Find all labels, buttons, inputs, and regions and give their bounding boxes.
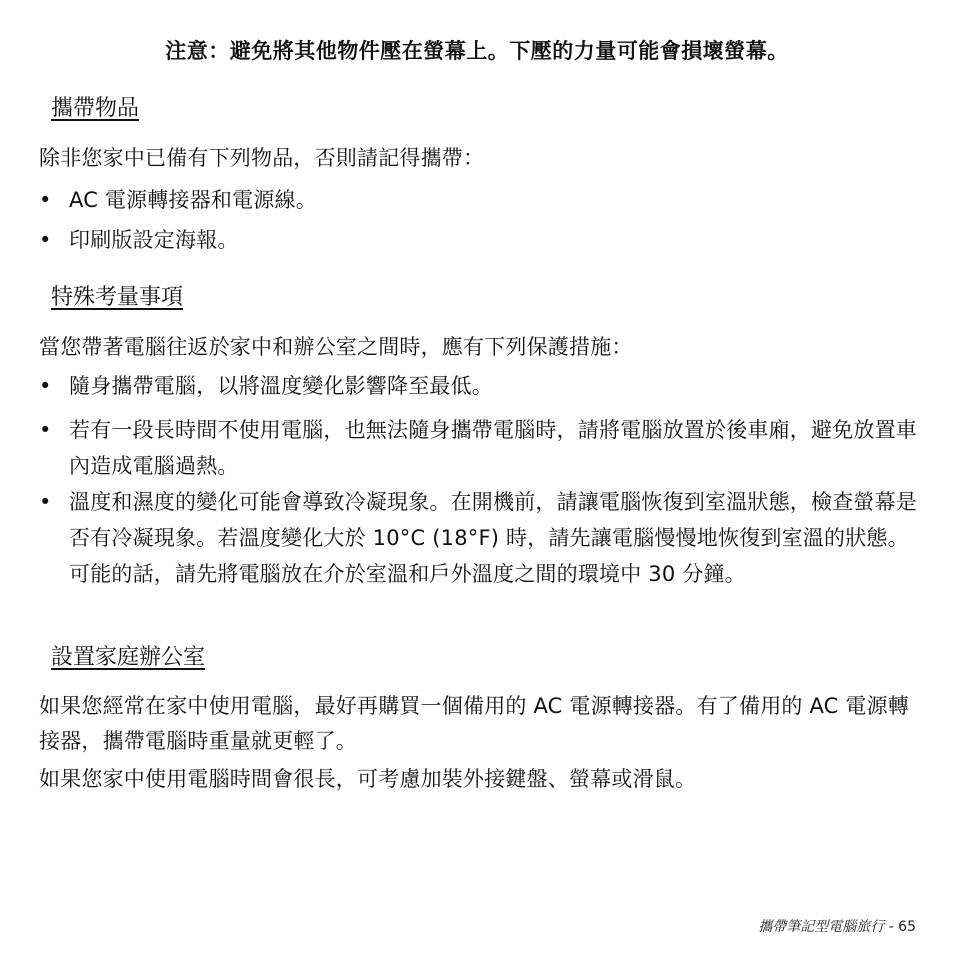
section-heading-carry-items: 攜帶物品	[51, 96, 140, 121]
section-intro-carry-items: 除非您家中已備有下列物品，否則請記得攜帶：	[39, 146, 485, 170]
bullet-icon: •	[39, 374, 52, 398]
page-footer	[758, 917, 916, 937]
footer-title: 攜帶筆記型電腦旅行 -	[758, 919, 894, 935]
list-item-text: 溫度和濕度的變化可能會導致冷凝現象。在開機前，請讓電腦恢復到室溫狀態，檢查螢幕是否有冷凝現象。若溫度變化大於 10°C (18°F) 時，請先讓電腦慢慢地恢復到室溫的狀態。可能的話，請先將電腦放在介於室溫和戶外溫度之間的環境中 30 分鐘。	[69, 490, 917, 586]
list-item-text: AC 電源轉接器和電源線。	[69, 188, 317, 212]
bullet-icon: •	[39, 228, 52, 252]
section-heading-special-considerations: 特殊考量事項	[51, 285, 184, 310]
notice-text: 注意：避免將其他物件壓在螢幕上。下壓的力量可能會損壞螢幕。	[165, 39, 789, 63]
bullet-icon: •	[39, 490, 52, 514]
section-intro-special-considerations: 當您帶著電腦往返於家中和辦公室之間時，應有下列保護措施：	[39, 335, 633, 359]
section-heading-home-office: 設置家庭辦公室	[51, 645, 206, 670]
paragraph: 如果您經常在家中使用電腦，最好再購買一個備用的 AC 電源轉接器。有了備用的 AC 電源轉接器，攜帶電腦時重量就更輕了。	[39, 694, 910, 753]
list-item-text: 印刷版設定海報。	[69, 228, 239, 252]
bullet-icon: •	[39, 188, 52, 212]
page-number: 65	[898, 919, 916, 935]
list-item-text: 若有一段長時間不使用電腦，也無法隨身攜帶電腦時，請將電腦放置於後車廂，避免放置車內造成電腦過熱。	[69, 418, 917, 478]
list-item-text: 隨身攜帶電腦，以將溫度變化影響降至最低。	[69, 374, 493, 398]
bullet-icon: •	[39, 418, 52, 442]
paragraph: 如果您家中使用電腦時間會很長，可考慮加裝外接鍵盤、螢幕或滑鼠。	[39, 767, 697, 791]
